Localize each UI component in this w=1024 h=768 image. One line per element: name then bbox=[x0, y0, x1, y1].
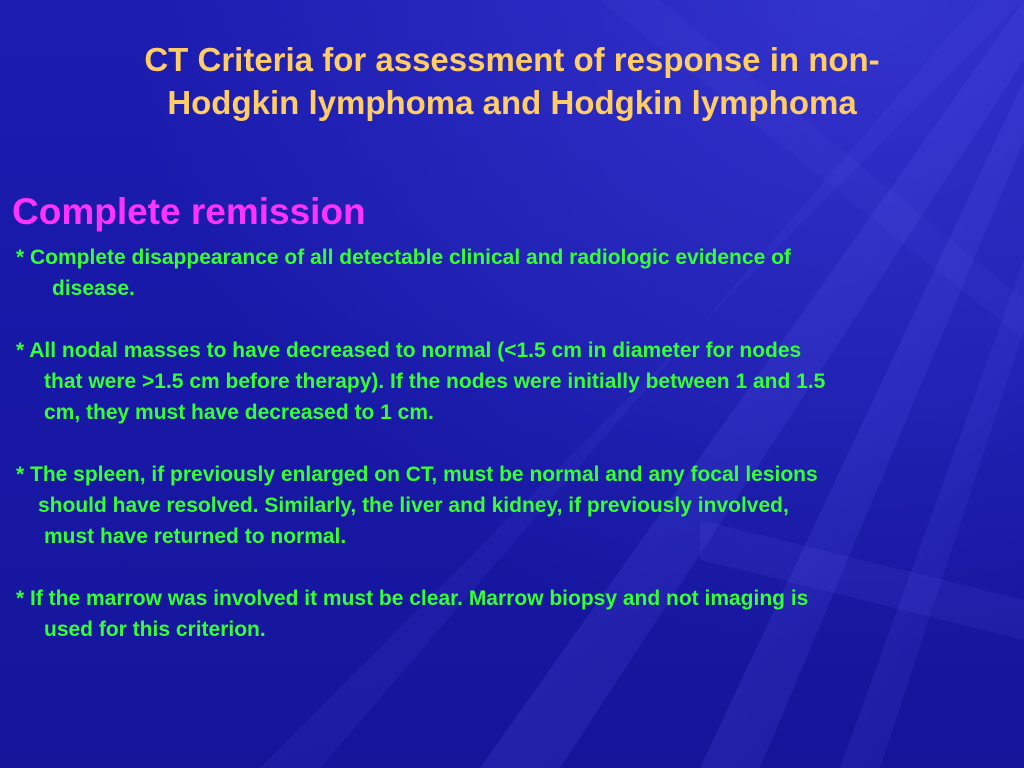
criterion-line: disease. bbox=[52, 277, 135, 300]
criterion-line: used for this criterion. bbox=[44, 618, 266, 641]
criterion-item bbox=[16, 335, 1016, 428]
criterion-line: * Complete disappearance of all detectable clinical and radiologic evidence of bbox=[16, 246, 791, 269]
section-heading: Complete remission bbox=[12, 191, 366, 232]
criterion-line: cm, they must have decreased to 1 cm. bbox=[44, 401, 434, 424]
criterion-line: must have returned to normal. bbox=[44, 525, 347, 548]
criterion-item bbox=[16, 242, 1016, 304]
criterion-item bbox=[16, 459, 1016, 552]
criterion-line: should have resolved. Similarly, the liver and kidney, if previously involved, bbox=[38, 494, 789, 517]
title-line: Hodgkin lymphoma and Hodgkin lymphoma bbox=[167, 84, 857, 121]
criterion-line: * All nodal masses to have decreased to normal (<1.5 cm in diameter for nodes bbox=[16, 339, 802, 362]
criteria-list bbox=[16, 242, 1016, 676]
slide-title bbox=[20, 38, 1004, 124]
criterion-item bbox=[16, 583, 1016, 645]
title-line: CT Criteria for assessment of response in non- bbox=[144, 41, 880, 78]
criterion-line: * If the marrow was involved it must be clear. Marrow biopsy and not imaging is bbox=[16, 587, 809, 610]
criterion-line: * The spleen, if previously enlarged on CT, must be normal and any focal lesions bbox=[16, 463, 818, 486]
criterion-line: that were >1.5 cm before therapy). If the nodes were initially between 1 and 1.5 bbox=[44, 370, 826, 393]
